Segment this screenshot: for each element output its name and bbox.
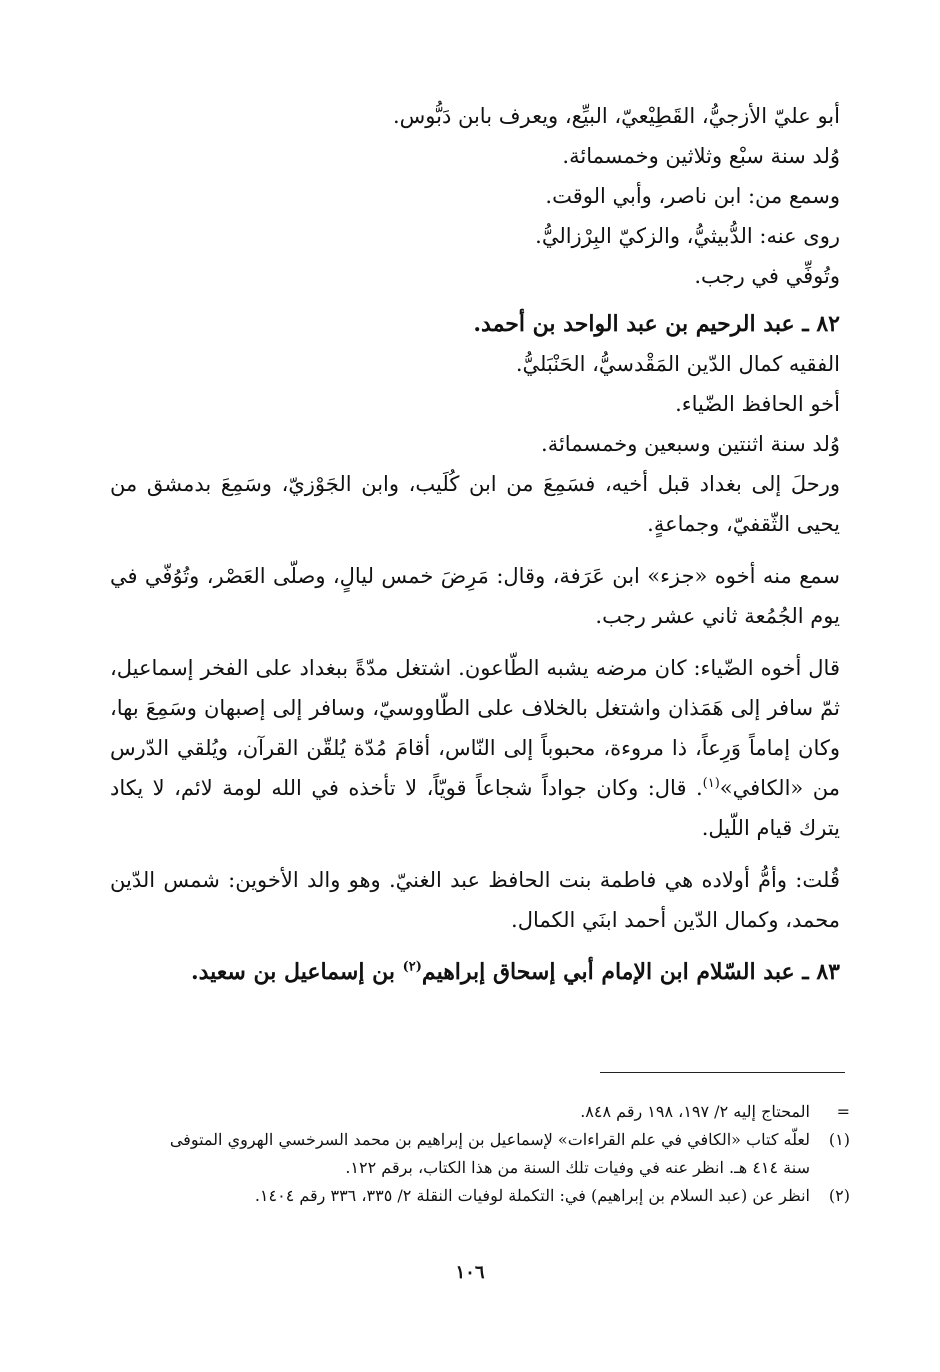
text-line: وتُوفِّي في رجب. (694, 264, 840, 288)
text-line: وسمع من: ابن ناصر، وأبي الوقت. (545, 184, 840, 208)
spacer (110, 296, 840, 304)
entry-82-title: ٨٢ ـ عبد الرحيم بن عبد الواحد بن أحمد. (473, 311, 840, 337)
footnote-line: سنة ٤١٤ هـ. انظر عنه في وفيات تلك السنة من هذا الكتاب، برقم ١٢٢. (345, 1158, 810, 1177)
footnote-mark: = (836, 1102, 850, 1121)
footnote-2 (110, 1182, 850, 1210)
footnote-line: انظر عن (عبد السلام بن إبراهيم) في: التكملة لوفيات النقلة ٢/ ٣٣٥، ٣٣٦ رقم ١٤٠٤. (254, 1186, 810, 1205)
text-line: أبو عليّ الأزجيُّ، القَطِيْعيّ، البيِّع، ويعرف بابن دَبُّوس. (392, 104, 840, 128)
footnote-line: لعلّه كتاب «الكافي في علم القراءات» لإسماعيل بن إبراهيم بن محمد السرخسي الهروي المتوفى (169, 1130, 810, 1149)
footnote-divider (600, 1072, 845, 1073)
footnote-text (110, 1098, 810, 1126)
footnote-text (110, 1182, 810, 1210)
entry-82-paragraph-biography (110, 648, 840, 848)
footnote-ref-1: (١) (702, 776, 720, 791)
footnote-ref-2: (٢) (402, 959, 422, 975)
entry-82-paragraph-travel: ورحلَ إلى بغداد قبل أخيه، فسَمِعَ من ابن كُلَيب، وابن الجَوْزيّ، وسَمِعَ بدمشق من يحيى الثّقفيّ، وجماعةٍ. (110, 472, 840, 536)
footnote-text (110, 1126, 810, 1182)
entry-82-paragraph-family: قُلت: وأمُّ أولاده هي فاطمة بنت الحافظ عبد الغنيّ. وهو والد الأخوين: شمس الدّين محمد، وكمال الدّين أحمد ابنَي الكمال. (110, 868, 840, 932)
page-number: ١٠٦ (455, 1262, 485, 1283)
text-line: الفقيه كمال الدّين المَقْدسيُّ، الحَنْبَليُّ. (515, 352, 840, 376)
entry-83-title (110, 952, 840, 992)
footnote-mark: (٢) (828, 1186, 850, 1205)
paragraph-text: . قال: وكان جواداً شجاعاً قويّاً، لا تأخذه في الله لومة لائم، لا يكاد يترك قيام اللّيل. (110, 776, 840, 840)
entry-82-paragraph-death: سمع منه أخوه «جزء» ابن عَرَفة، وقال: مَرِضَ خمس ليالٍ، وصلّى العَصْر، وتُوُفّي في يوم الجُمُعة ثاني عشر رجب. (110, 564, 840, 628)
footnote-1 (110, 1126, 850, 1182)
title-text: ٨٣ ـ عبد السّلام ابن الإمام أبي إسحاق إبراهيم (421, 959, 840, 985)
spacer (110, 940, 840, 952)
main-text (110, 96, 840, 992)
footnote-mark: (١) (828, 1130, 850, 1149)
text-line: وُلد سنة سبْع وثلاثين وخمسمائة. (562, 144, 840, 168)
footnotes (110, 1098, 850, 1210)
spacer (110, 636, 840, 648)
paragraph-text: قال أخوه الضّياء: كان مرضه يشبه الطّاعون. اشتغل مدّةً ببغداد على الفخر إسماعيل، ثمّ سافر إلى هَمَذان واشتغل بالخلاف على الطّاووسيّ، وسافر إلى إصبهان وسَمِعَ بها، وكان إماماً وَرِعاً، ذا مروءة، محبوباً إلى النّاس، أقامَ مُدّة يُلقّن القرآن، ويُلقي الدّرس من «الكافي» (110, 656, 840, 800)
footnote-continuation (110, 1098, 850, 1126)
spacer (110, 544, 840, 556)
footnote-line: المحتاج إليه ٢/ ١٩٧، ١٩٨ رقم ٨٤٨. (580, 1102, 810, 1121)
text-line: روى عنه: الدُّبيثيُّ، والزكيّ البِرْزاليُّ. (535, 224, 840, 248)
spacer (110, 848, 840, 860)
text-line: وُلد سنة اثنتين وسبعين وخمسمائة. (541, 432, 840, 456)
title-text: بن إسماعيل بن سعيد. (190, 959, 403, 985)
text-line: أخو الحافظ الضّياء. (675, 392, 840, 416)
